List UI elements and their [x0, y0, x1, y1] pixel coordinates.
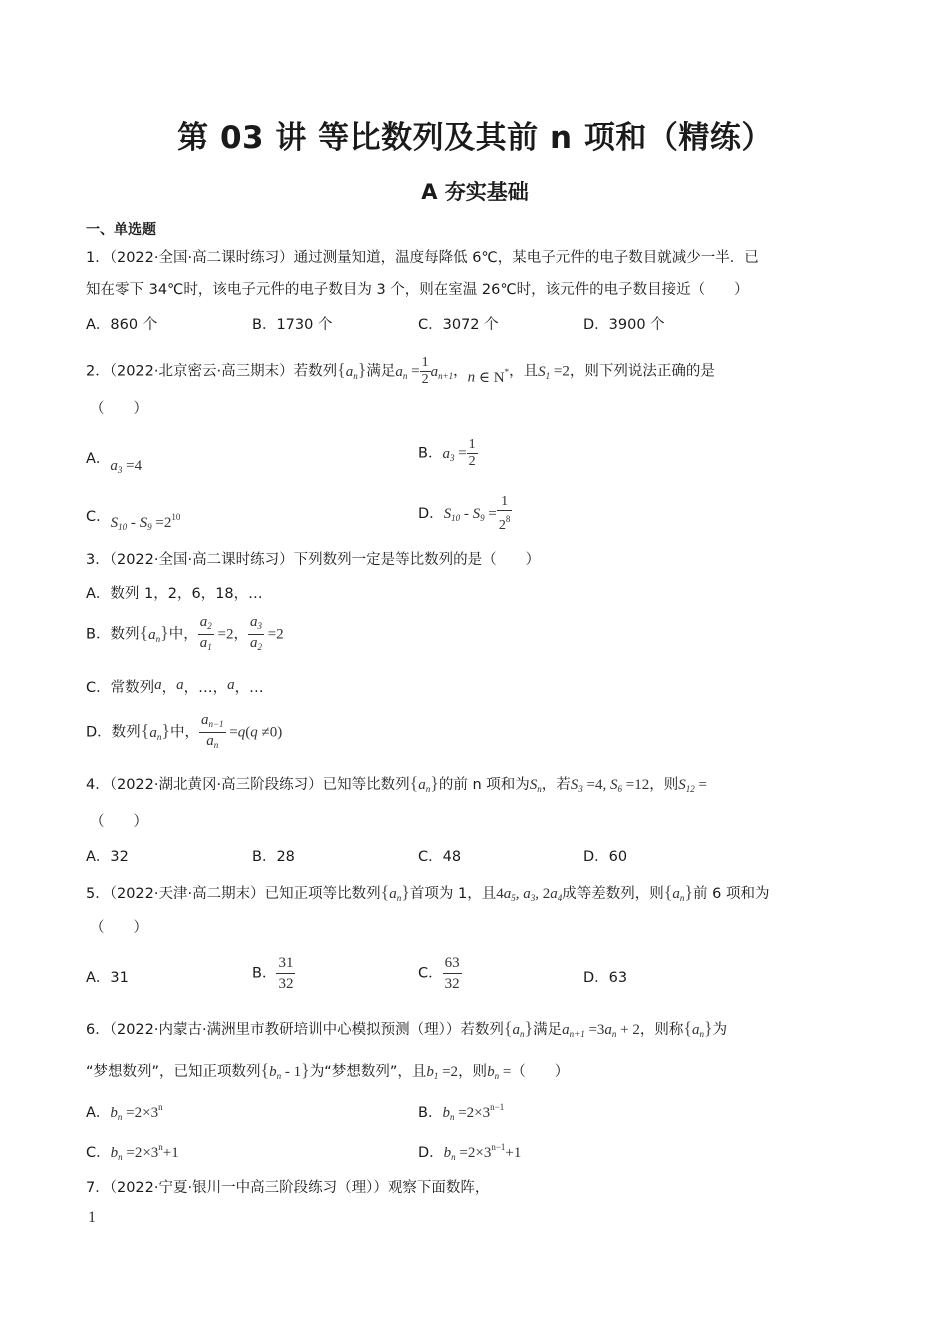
q4-option-c: C．48 — [418, 849, 462, 865]
q4-option-b: B．28 — [252, 849, 295, 865]
q5-option-c: C． $\frac{63}{32}$ — [418, 955, 460, 992]
q4-option-d: D．60 — [583, 849, 628, 865]
q2-mid-comma: ， — [453, 363, 468, 380]
q6-option-b: B．$b_n =2\times 3^{n-1}$ — [418, 1102, 505, 1122]
q4-paren: （ ） — [90, 814, 148, 830]
q5-option-b: B． $\frac{31}{32}$ — [252, 955, 294, 992]
q7-stem: 7．（2022·宁夏·银川一中高三阶段练习（理））观察下面数阵， — [86, 1180, 490, 1196]
q3-option-b: B．数列$\{a_n\}$中， $\frac{a_2}{a_1}$ =2， $\frac{a_3}{a_2}$ =2 — [86, 614, 284, 652]
q1-line1: 1．（2022·全国·高二课时练习）通过测量知道，温度每降低 6℃，某电子元件的电子数目就减少一半．已 — [86, 250, 759, 266]
q4-option-a: A．32 — [86, 849, 129, 865]
q2-option-a: A．$a_3 =4$ — [86, 451, 143, 475]
page-number: 1 — [88, 1209, 96, 1226]
q5-option-d: D．63 — [583, 970, 628, 986]
q2-prefix: 2．（2022·北京密云·高三期末）若数列 — [86, 363, 338, 380]
q3-option-d: D．数列$\{a_n\}$中， $\frac{a_{n-1}}{a_n}$ =q(q ≠0) — [86, 712, 283, 750]
q1-option-b: B．1730 个 — [252, 317, 333, 333]
q1-option-a: A．860 个 — [86, 317, 158, 333]
q1-option-c: C．3072 个 — [418, 317, 499, 333]
q2-paren: （ ） — [90, 401, 148, 417]
q6-line2: “梦想数列”，已知正项数列$\{b_n - 1\}$为“梦想数列”，且$b_1 =2$，则$b_n$ =（ ） — [86, 1060, 570, 1081]
q3-option-c: C．常数列a，a，…，a，… — [86, 677, 264, 696]
q5-stem: 5．（2022·天津·高二期末）已知正项等比数列$\{a_n\}$首项为 1，且$4a_5$, $a_3$, $2a_4$成等差数列，则$\{a_n\}$前 6 项和为 — [86, 882, 770, 903]
q6-option-d: D．$b_n =2\times 3^{n-1}+1$ — [418, 1142, 522, 1162]
q6-option-c: C．$b_n =2\times 3^n+1$ — [86, 1142, 179, 1162]
sequence-brace: { — [337, 359, 346, 380]
fraction-half: $\frac{1}{2}$ — [421, 355, 429, 387]
q5-option-a: A．31 — [86, 970, 129, 986]
q1-line2: 知在零下 34℃时，该电子元件的电子数目为 3 个，则在室温 26℃时，该元件的电子数目接近（ ） — [86, 282, 749, 298]
q2-option-d: D．$S_{10} - S_9$ = $\frac{1}{2^8}$ — [418, 494, 511, 533]
q4-stem: 4．（2022·湖北黄冈·高三阶段练习）已知等比数列$\{a_n\}$的前 n 项和为$S_n$，若$S_3 =4$, $S_6 =12$，则$S_{12}$ = — [86, 773, 707, 794]
q2-option-c: C．$S_{10} - S_9 =2^{10}$ — [86, 509, 181, 532]
q1-option-d: D．3900 个 — [583, 317, 665, 333]
q6-option-a: A．$b_n =2\times 3^n$ — [86, 1102, 163, 1122]
section-subtitle: A 夯实基础 — [421, 180, 529, 204]
q3-option-a: A．数列 1，2，6，18，… — [86, 586, 263, 602]
q6-line1: 6．（2022·内蒙古·满洲里市教研培训中心模拟预测（理））若数列$\{a_n\}$满足$a_{n+1} =3a_n + 2$，则称$\{a_n\}$为 — [86, 1018, 728, 1039]
q2-option-b: B．$a_3$ = $\frac{1}{2}$ — [418, 437, 476, 469]
q3-stem: 3．（2022·全国·高二课时练习）下列数列一定是等比数列的是（ ） — [86, 552, 541, 568]
q2-stem: 2．（2022·北京密云·高三期末）若数列$\{a_n\}$满足$a_n$ = $\frac{1}{2}$ $a_{n+1}$，n ∈ N*，且$S_1 =2$，则下列说法正确的是 — [86, 355, 715, 387]
page-title: 第 03 讲 等比数列及其前 n 项和（精练） — [177, 120, 773, 156]
q5-paren: （ ） — [90, 920, 148, 936]
section-heading: 一、单选题 — [86, 222, 156, 238]
q2-mid2: ，且 — [509, 363, 539, 380]
q2-mid1: 满足 — [366, 363, 396, 380]
q2-suffix: ，则下列说法正确的是 — [569, 363, 715, 380]
